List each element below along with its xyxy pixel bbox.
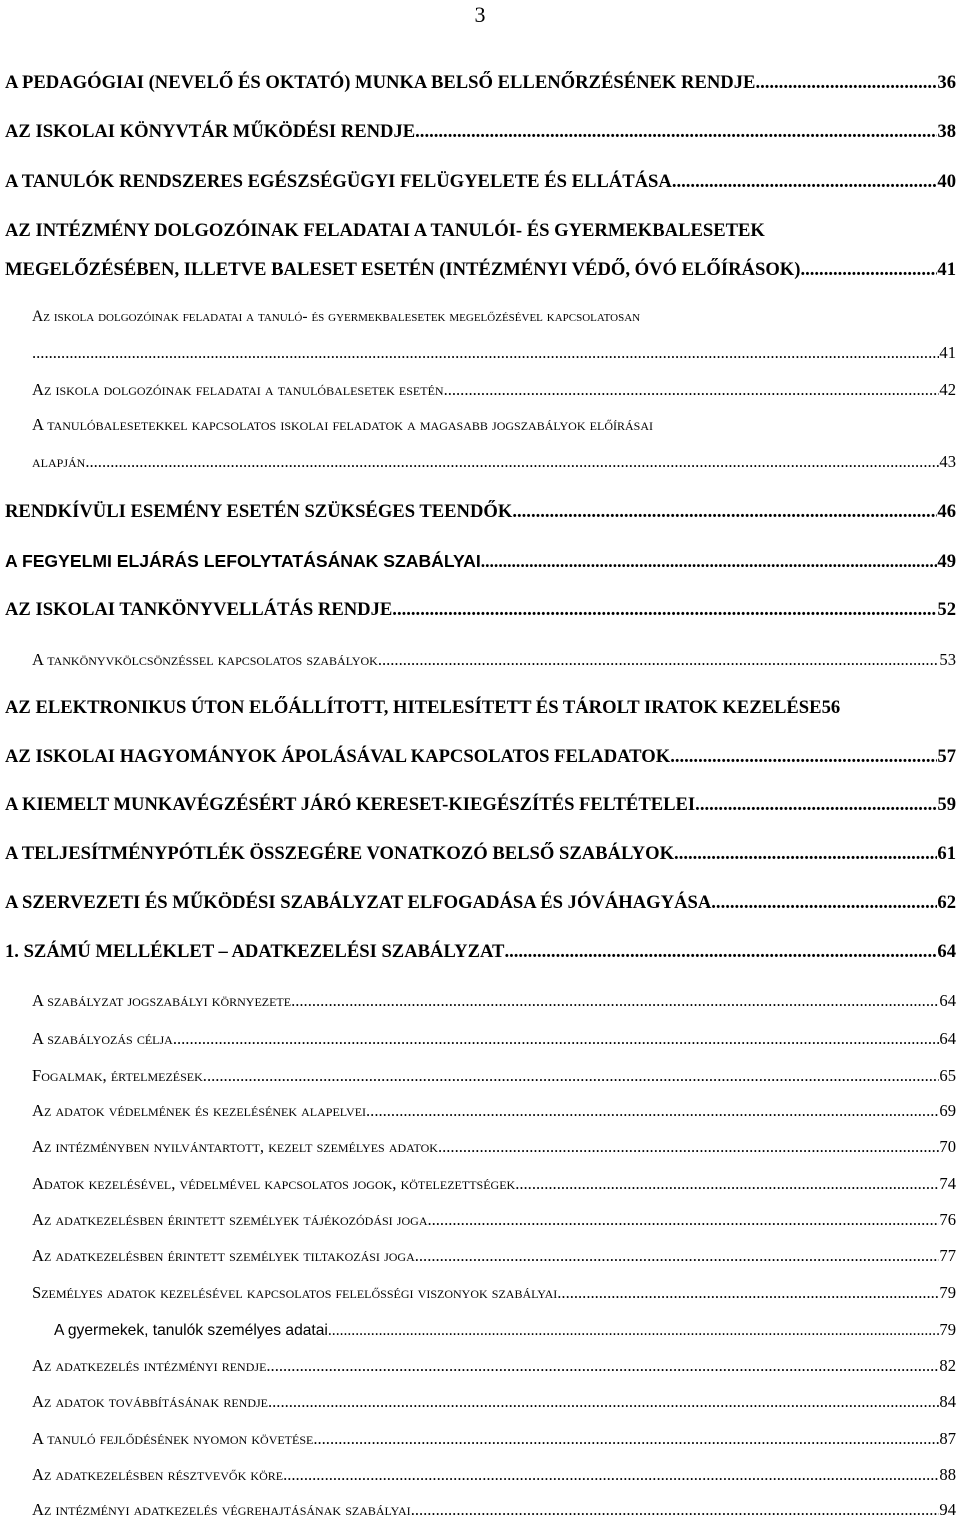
toc-entry-page: 36 <box>937 72 956 93</box>
toc-leader-dots <box>268 1392 939 1412</box>
toc-entry-page: 65 <box>939 1066 956 1085</box>
toc-entry[interactable] <box>32 380 956 400</box>
toc-entry-label: A tanuló fejlődésének nyomon követése <box>32 1429 314 1448</box>
toc-entry-page: 70 <box>939 1137 956 1156</box>
toc-entry[interactable] <box>5 697 956 719</box>
toc-entry-page: 61 <box>937 843 956 864</box>
toc-leader-dots <box>415 121 937 143</box>
toc-entry-label: A FEGYELMI ELJÁRÁS LEFOLYTATÁSÁNAK SZABÁLYAI <box>5 551 481 571</box>
toc-entry[interactable] <box>5 259 956 281</box>
toc-entry-label: Fogalmak, értelmezések <box>32 1066 203 1085</box>
toc-entry-label: A TANULÓK RENDSZERES EGÉSZSÉGÜGYI FELÜGYELETE ÉS ELLÁTÁSA <box>5 171 672 192</box>
toc-entry[interactable] <box>32 1500 956 1520</box>
toc-entry-page: 64 <box>939 1029 956 1048</box>
toc-entry-page: 52 <box>937 599 956 620</box>
toc-entry-page: 88 <box>939 1465 956 1484</box>
toc-leader-dots <box>438 1137 939 1157</box>
toc-leader-dots <box>415 1246 940 1266</box>
toc-leader-dots <box>800 259 937 281</box>
toc-entry-page: 43 <box>939 452 956 471</box>
toc-entry-page: 76 <box>939 1210 956 1229</box>
toc-entry-page: 79 <box>939 1283 956 1302</box>
toc-entry[interactable] <box>32 1029 956 1049</box>
toc-entry-page: 74 <box>939 1174 956 1193</box>
toc-entry[interactable] <box>5 121 956 143</box>
toc-entry-label: A tankönyvkölcsönzéssel kapcsolatos szabályok <box>32 650 378 669</box>
toc-entry[interactable] <box>5 501 956 523</box>
toc-leader-dots <box>85 452 939 472</box>
toc-entry[interactable] <box>32 1392 956 1412</box>
toc-entry-label: A gyermekek, tanulók személyes adatai <box>54 1322 328 1339</box>
toc-entry-label: Az adatok védelmének és kezelésének alapelvei <box>32 1101 367 1120</box>
toc-leader-dots <box>670 746 937 768</box>
toc-entry-label: RENDKÍVÜLI ESEMÉNY ESETÉN SZÜKSÉGES TEENDŐK <box>5 501 513 522</box>
toc-entry[interactable] <box>5 746 956 768</box>
toc-entry-label: A PEDAGÓGIAI (NEVELŐ ÉS OKTATÓ) MUNKA BELSŐ ELLENŐRZÉSÉNEK RENDJE <box>5 72 756 93</box>
toc-leader-dots <box>427 1210 939 1230</box>
toc-entry-page: 59 <box>937 794 956 815</box>
toc-entry[interactable] <box>32 1066 956 1086</box>
toc-leader-dots <box>444 380 940 400</box>
toc-entry[interactable] <box>32 1283 956 1303</box>
toc-entry[interactable] <box>5 551 956 573</box>
toc-leader-dots <box>695 794 937 816</box>
toc-entry-page: 41 <box>937 259 956 280</box>
toc-entry[interactable] <box>32 1174 956 1194</box>
page-number: 3 <box>474 2 486 27</box>
toc-leader-dots <box>392 599 937 621</box>
toc-entry[interactable] <box>32 650 956 670</box>
toc-leader-dots <box>378 650 940 670</box>
toc-entry[interactable] <box>54 1320 956 1340</box>
toc-entry-label: 1. SZÁMÚ MELLÉKLET – ADATKEZELÉSI SZABÁLYZAT <box>5 941 505 962</box>
toc-entry-label: A KIEMELT MUNKAVÉGZÉSÉRT JÁRÓ KERESET-KIEGÉSZÍTÉS FELTÉTELEI <box>5 794 696 815</box>
toc-entry[interactable] <box>5 72 956 94</box>
toc-entry[interactable] <box>5 794 956 816</box>
toc-entry-label: Személyes adatok kezelésével kapcsolatos felelősségi viszonyok szabályai <box>32 1283 558 1302</box>
toc-entry[interactable] <box>32 1246 956 1266</box>
toc-leader-dots <box>481 551 938 572</box>
toc-entry-label: A szabályzat jogszabályi környezete <box>32 991 292 1010</box>
toc-entry-page: 82 <box>939 1356 956 1375</box>
toc-entry-label: Az adatkezelésben érintett személyek tájékozódási joga <box>32 1210 428 1229</box>
toc-entry-label: A szabályozás célja <box>32 1029 173 1048</box>
toc-entry-page: 56 <box>821 697 841 718</box>
toc-leader-dots <box>328 1322 940 1340</box>
toc-entry-page: 94 <box>939 1500 956 1519</box>
toc-leader-dots <box>313 1429 939 1449</box>
toc-entry-label: A tanulóbalesetekkel kapcsolatos iskolai feladatok a magasabb jogszabályok előírásai <box>32 415 653 434</box>
toc-entry[interactable] <box>32 1101 956 1121</box>
toc-entry-page: 84 <box>939 1392 956 1411</box>
toc-entry-label: A TELJESÍTMÉNYPÓTLÉK ÖSSZEGÉRE VONATKOZÓ BELSŐ SZABÁLYOK <box>5 843 675 864</box>
toc-entry-page: 62 <box>937 892 956 913</box>
toc-entry[interactable] <box>32 1356 956 1376</box>
toc-entry-label: A SZERVEZETI ÉS MŰKÖDÉSI SZABÁLYZAT ELFOGADÁSA ÉS JÓVÁHAGYÁSA <box>5 892 712 913</box>
toc-leader-dots <box>266 1356 939 1376</box>
toc-entry-page: 64 <box>937 941 956 962</box>
toc-entry-label: AZ ISKOLAI HAGYOMÁNYOK ÁPOLÁSÁVAL KAPCSOLATOS FELADATOK <box>5 746 671 767</box>
toc-entry-label: Az adatkezelésben résztvevők köre <box>32 1465 284 1484</box>
toc-entry[interactable] <box>32 1465 956 1485</box>
toc-leader-dots <box>173 1029 940 1049</box>
toc-entry-label: AZ ELEKTRONIKUS ÚTON ELŐÁLLÍTOTT, HITELESÍTETT ÉS TÁROLT IRATOK KEZELÉSE <box>5 697 822 718</box>
toc-entry-label: Adatok kezelésével, védelmével kapcsolatos jogok, kötelezettségek <box>32 1174 516 1193</box>
toc-entry[interactable] <box>5 171 956 193</box>
toc-leader-dots <box>755 72 937 94</box>
toc-entry-label: AZ ISKOLAI TANKÖNYVELLÁTÁS RENDJE <box>5 599 393 620</box>
toc-entry-page: 77 <box>939 1246 956 1265</box>
toc-entry-label: Az intézményi adatkezelés végrehajtásának szabályai <box>32 1500 411 1519</box>
toc-entry[interactable] <box>32 343 956 363</box>
toc-leader-dots <box>411 1500 940 1520</box>
toc-leader-dots <box>291 991 939 1011</box>
toc-entry-label: MEGELŐZÉSÉBEN, ILLETVE BALESET ESETÉN (INTÉZMÉNYI VÉDŐ, ÓVÓ ELŐÍRÁSOK) <box>5 259 801 280</box>
toc-entry-page: 46 <box>937 501 956 522</box>
toc-leader-dots <box>557 1283 939 1303</box>
toc-entry-page: 41 <box>939 343 956 362</box>
toc-entry-label: alapján <box>32 452 86 471</box>
toc-entry-page: 42 <box>939 380 956 399</box>
toc-entry-page: 87 <box>939 1429 956 1448</box>
toc-entry[interactable] <box>32 1210 956 1230</box>
toc-entry-label: AZ ISKOLAI KÖNYVTÁR MŰKÖDÉSI RENDJE <box>5 121 416 142</box>
toc-entry-label-line1 <box>32 308 640 326</box>
toc-leader-dots <box>32 343 939 363</box>
toc-leader-dots <box>672 171 938 193</box>
toc-entry-label: Az iskola dolgozóinak feladatai a tanulóbalesetek esetén <box>32 380 444 399</box>
toc-entry-page: 57 <box>937 746 956 767</box>
toc-entry[interactable] <box>32 452 956 472</box>
toc-entry[interactable] <box>32 1137 956 1157</box>
toc-entry-label: Az adatkezelésben érintett személyek tiltakozási joga <box>32 1246 415 1265</box>
toc-entry-label: Az intézményben nyilvántartott, kezelt személyes adatok <box>32 1137 438 1156</box>
toc-entry-label-line1 <box>32 415 653 435</box>
toc-entry[interactable] <box>5 941 956 963</box>
toc-entry-page: 64 <box>939 991 956 1010</box>
toc-entry[interactable] <box>5 599 956 621</box>
toc-entry-label: Az adatok továbbításának rendje <box>32 1392 268 1411</box>
toc-entry-page: 53 <box>939 650 956 669</box>
toc-entry[interactable] <box>32 991 956 1011</box>
toc-entry-page: 79 <box>939 1320 956 1339</box>
toc-entry-label-line1: AZ INTÉZMÉNY DOLGOZÓINAK FELADATAI A TANULÓI- ÉS GYERMEKBALESETEK <box>5 220 765 241</box>
toc-entry-page: 49 <box>937 551 956 572</box>
toc-leader-dots <box>674 843 937 865</box>
toc-entry[interactable] <box>32 1429 956 1449</box>
toc-entry-label: Az adatkezelés intézményi rendje <box>32 1356 267 1375</box>
toc-leader-dots <box>504 941 937 963</box>
toc-leader-dots <box>366 1101 939 1121</box>
toc-entry-page: 40 <box>937 171 956 192</box>
toc-entry-page: 38 <box>937 121 956 142</box>
toc-leader-dots <box>515 1174 939 1194</box>
toc-entry[interactable] <box>5 843 956 865</box>
toc-leader-dots <box>711 892 937 914</box>
toc-entry-label: Az iskola dolgozóinak feladatai a tanuló- és gyermekbalesetek megelőzésével kapcsolatosan <box>32 308 641 325</box>
toc-leader-dots <box>512 501 937 523</box>
toc-entry[interactable] <box>5 892 956 914</box>
toc-leader-dots <box>203 1066 940 1086</box>
toc-leader-dots <box>283 1465 939 1485</box>
toc-entry-page: 69 <box>939 1101 956 1120</box>
